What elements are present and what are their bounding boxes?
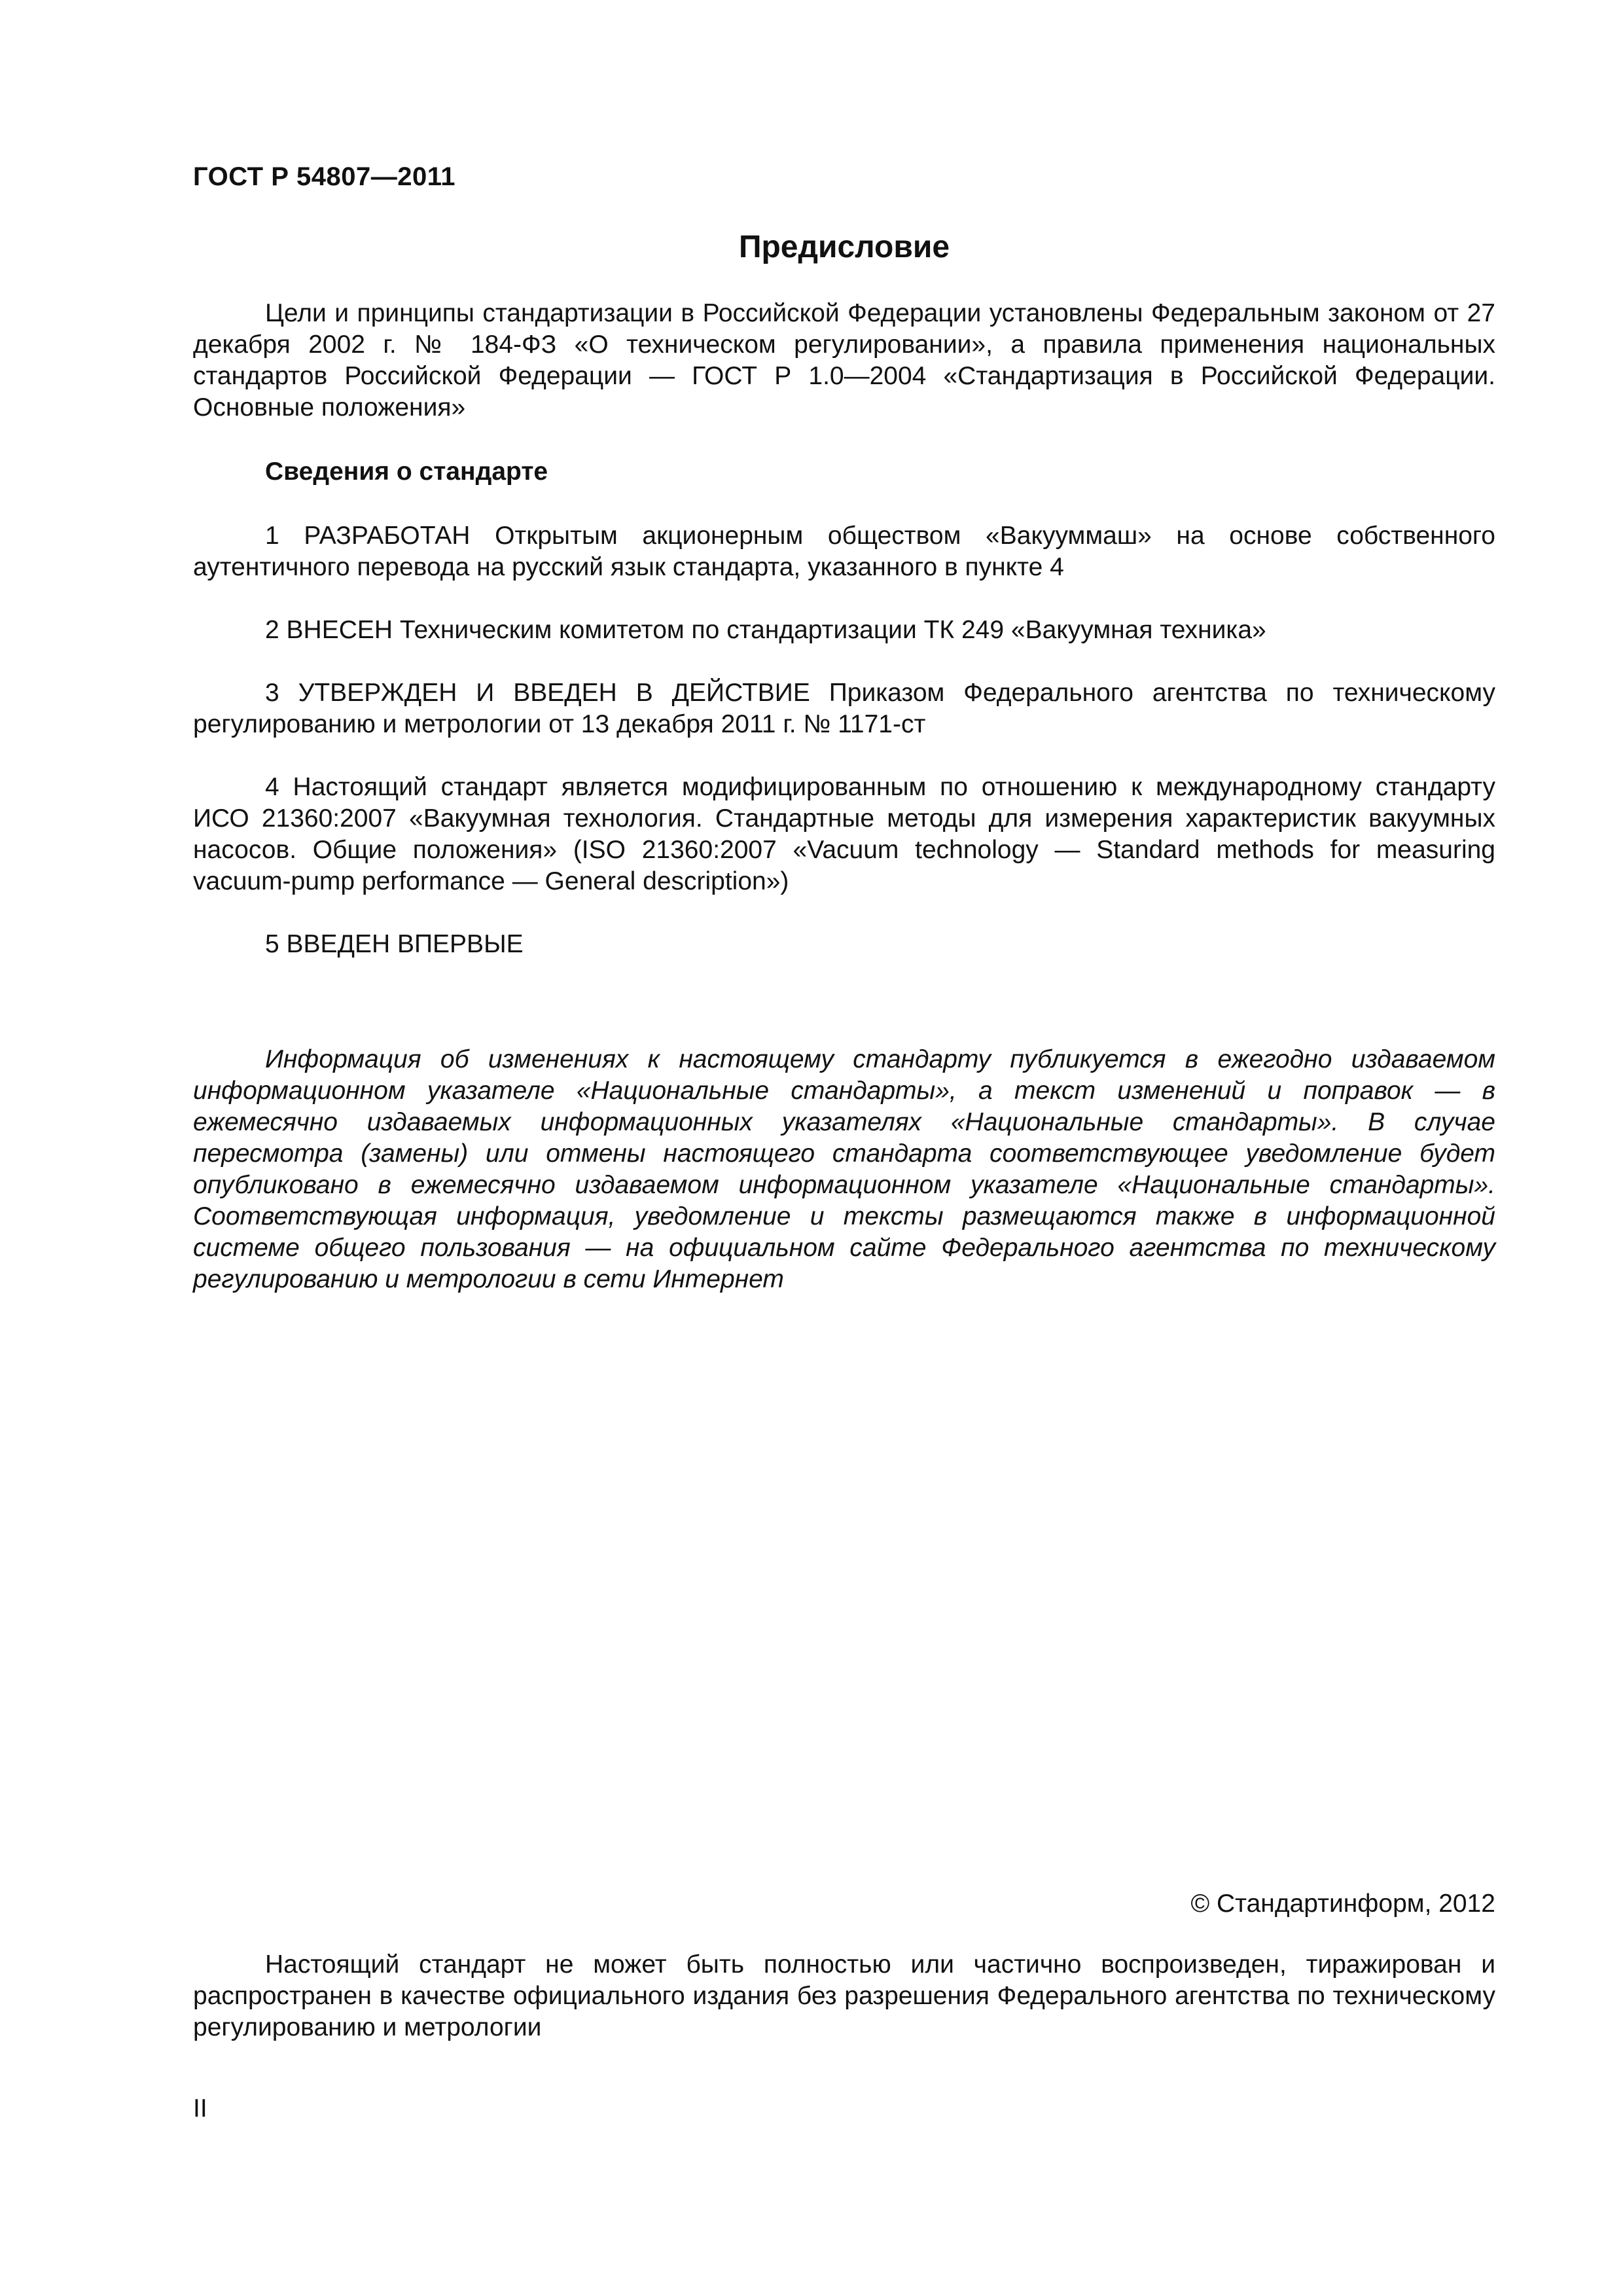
info-notice: Информация об изменениях к настоящему стандарту публикуется в ежегодно издаваемом информационном указателе «Национальные стандарты», а текст изменений и поправок — в ежемесячно издаваемых информационных указателях «Национальные стандарты». В случае пересмотра (замены) или отмены настоящего стандарта соответствующее уведомление будет опубликовано в ежемесячно издаваемом информационном указателе «Национальные стандарты». Соответствующая информация, уведомление и тексты размещаются также в информационной системе общего пользования — на официальном сайте Федерального агентства по техническому регулированию и метрологии в сети Интернет — [193, 1045, 1495, 1293]
list-item-developed: 1 РАЗРАБОТАН Открытым акционерным обществом «Вакууммаш» на основе собственного аутентичного перевода на русский язык стандарта, указанного в пункте 4 — [193, 522, 1495, 581]
document-code: ГОСТ Р 54807—2011 — [193, 162, 455, 191]
list-item-modified: 4 Настоящий стандарт является модифицированным по отношению к международному стандарту ИСО 21360:2007 «Вакуумная технология. Стандартные методы для измерения характеристик вакуумных насосов. Общие положения» (ISO 21360:2007 «Vacuum technology — Standard methods for measuring vacuum-pump performance — General description») — [193, 773, 1495, 895]
page-number: II — [193, 2094, 207, 2123]
reproduction-notice: Настоящий стандарт не может быть полностью или частично воспроизведен, тиражирован и распространен в качестве официального издания без разрешения Федерального агентства по техническому регулированию и метрологии — [193, 1950, 1495, 2041]
list-item-submitted: 2 ВНЕСЕН Техническим комитетом по стандартизации ТК 249 «Вакуумная техника» — [265, 616, 1266, 644]
list-item-approved: 3 УТВЕРЖДЕН И ВВЕДЕН В ДЕЙСТВИЕ Приказом Федерального агентства по техническому регулированию и метрологии от 13 декабря 2011 г. № 1171-ст — [193, 679, 1495, 738]
reproduction-notice-block — [193, 1949, 1495, 2043]
intro-paragraph: Цели и принципы стандартизации в Российской Федерации установлены Федеральным законом от 27 декабря 2002 г. № 184-ФЗ «О техническом регулировании», а правила применения национальных стандартов Российской Федерации — ГОСТ Р 1.0—2004 «Стандартизация в Российской Федерации. Основные положения» — [193, 299, 1495, 422]
list-item-first-introduced: 5 ВВЕДЕН ВПЕРВЫЕ — [265, 930, 524, 958]
section-subheading: Сведения о стандарте — [265, 457, 548, 486]
copyright-line: © Стандартинформ, 2012 — [1190, 1890, 1495, 1918]
foreword-body — [193, 298, 1495, 1295]
page-title: Предисловие — [738, 230, 950, 264]
